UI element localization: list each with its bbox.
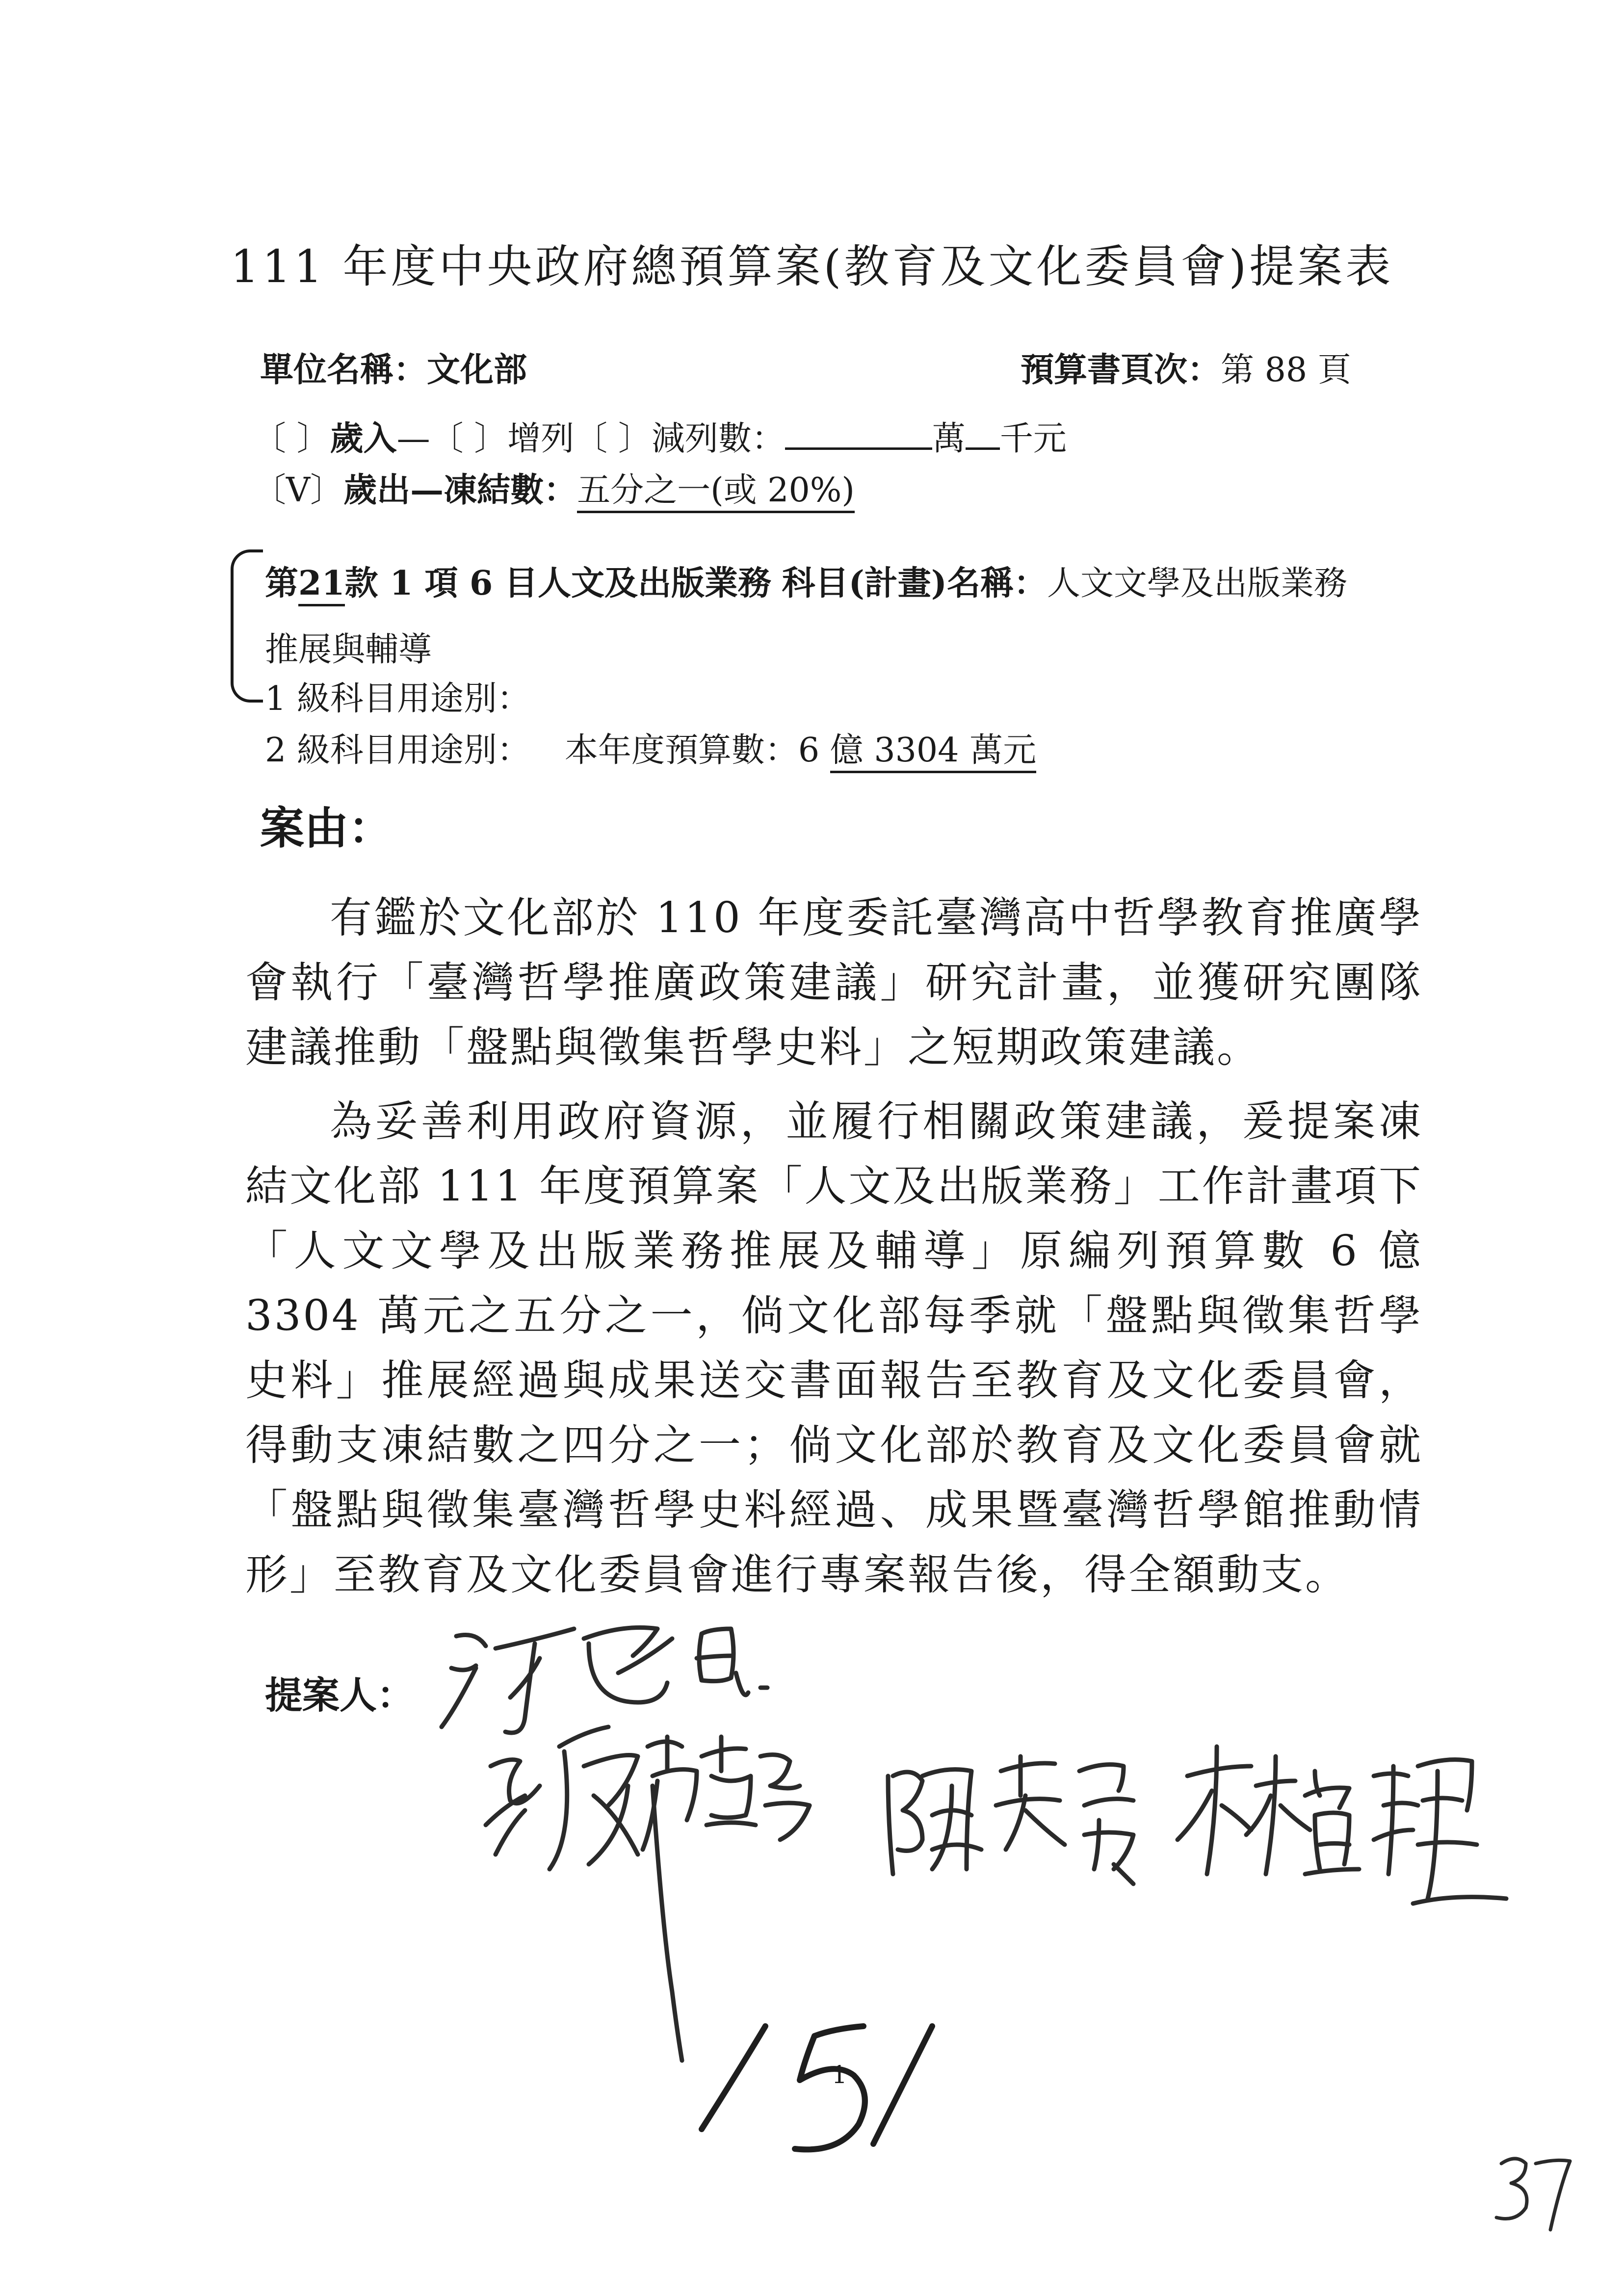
- reason-paragraph-2: 為妥善利用政府資源，並履行相關政策建議，爰提案凍結文化部 111 年度預算案「人文及出版業務」工作計畫項下「人文文學及出版業務推展及輔導」原編列預算數 6 億 3304 萬元之五分之一，倘文化部每季就「盤點與徵集哲學史料」推展經過與成果送交書面報告至教育及文化委員會，得動支凍結數之四分之一；倘文化部於教育及文化委員會就「盤點與徵集臺灣哲學史料經過、成果暨臺灣哲學館推動情形」至教育及文化委員會進行專案報告後，得全額動支。: [245, 1097, 1423, 1599]
- reason-heading: 案由：: [260, 802, 393, 854]
- revenue-checkbox: 〔 〕: [253, 419, 330, 458]
- revenue-dash: —: [396, 419, 430, 458]
- page-number: 1: [832, 2061, 847, 2089]
- revenue-unit-qian: 千元: [999, 419, 1067, 458]
- expense-label: 歲出—凍結數：: [343, 470, 577, 510]
- unit-name-label: 單位名稱：: [260, 350, 427, 390]
- revenue-increase: 〔 〕增列: [430, 419, 575, 458]
- item-kuan-number: 21: [298, 564, 345, 606]
- expense-freeze-value: 五分之一(或 20%): [577, 471, 855, 513]
- subject-label: 科目(計畫)名稱：: [782, 564, 1047, 603]
- item-rest: 款 1 項 6 目人文及出版業務: [344, 564, 771, 603]
- annual-budget-value: 億 3304 萬元: [830, 731, 1036, 773]
- revenue-unit-wan: 萬: [932, 419, 966, 458]
- budget-page-value: 第 88 頁: [1221, 351, 1351, 390]
- page-title: 111 年度中央政府總預算案(教育及文化委員會)提案表: [230, 240, 1394, 293]
- level1-usage: 1 級科目用途別：: [265, 679, 530, 718]
- revenue-decrease: 〔 〕減列數：: [574, 419, 785, 458]
- proposer-label: 提案人：: [265, 1673, 414, 1717]
- revenue-label: 歲入: [330, 419, 397, 458]
- annual-budget-label: 本年度預算數：6: [564, 731, 820, 770]
- subject-value-2: 推展與輔導: [265, 630, 432, 669]
- item-prefix: 第: [265, 564, 299, 603]
- unit-name-value: 文化部: [427, 350, 527, 390]
- budget-page-label: 預算書頁次：: [1021, 350, 1221, 390]
- expense-checkbox: 〔V〕: [253, 471, 344, 510]
- level2-usage: 2 級科目用途別：: [265, 731, 530, 770]
- subject-value-1: 人文文學及出版業務: [1047, 564, 1347, 603]
- reason-paragraph-1: 有鑑於文化部於 110 年度委託臺灣高中哲學教育推廣學會執行「臺灣哲學推廣政策建議」研究計畫，並獲研究團隊建議推動「盤點與徵集哲學史料」之短期政策建議。: [245, 893, 1423, 1072]
